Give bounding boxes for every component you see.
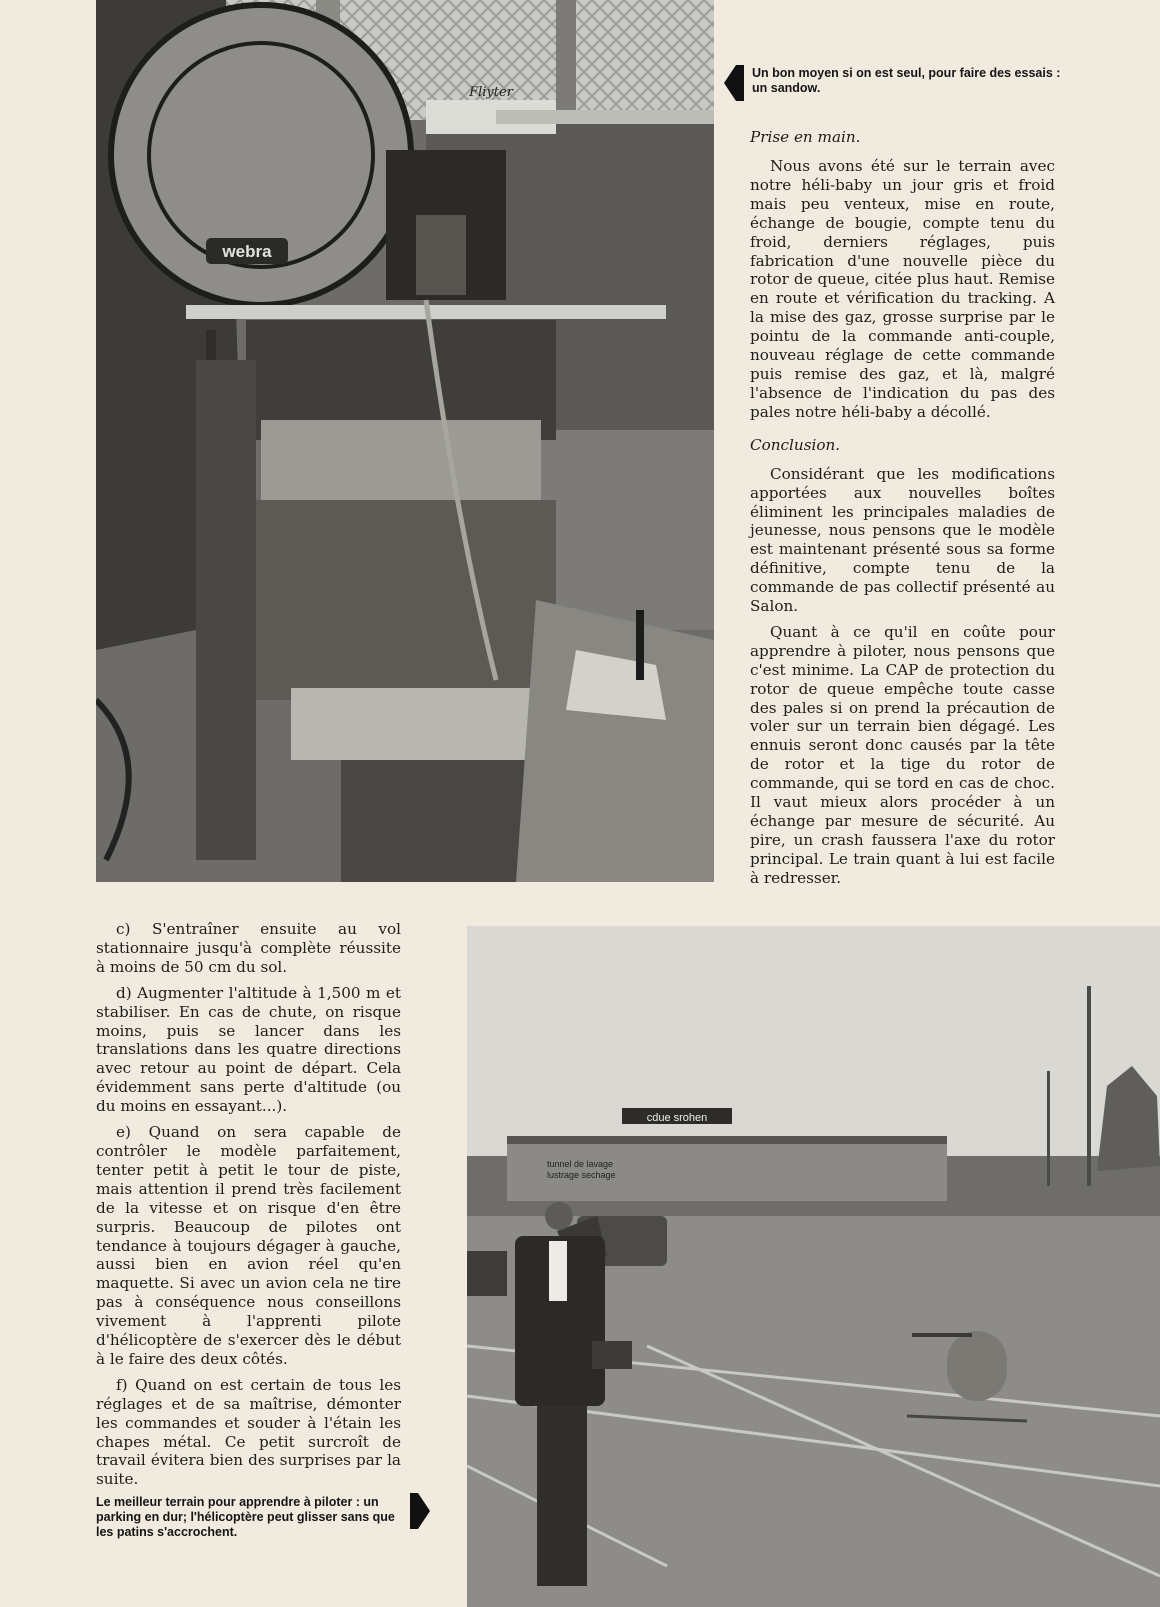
paragraph: Quant à ce qu'il en coûte pour apprendre à piloter, nous pensons que c'est minime. La CAP de protection du rotor de queue empêche toute casse des pales si on prend la précaution de voler sur un terrain bien dégagé. Les ennuis seront donc causés par la tête de rotor et la tige du rotor de commande, qui se tord en cas de choc. Il vaut mieux alors procéder à un échange par mesure de sécurité. Au pire, un crash faussera l'axe du rotor principal. Le train quant à lui est facile à redresser. (750, 622, 1055, 887)
caption-arrow-left-icon (724, 65, 744, 101)
list-item-e: e) Quand on sera capable de contrôler le modèle parfaitement, tenter petit à petit le tour de piste, mais attention il prend très facilement de la vitesse et on risque d'en être surpris. Beaucoup de pilotes ont tendance à toujours dégager à gauche, aussi bien en avion réel qu'en maquette. Si avec un avion cela ne tire pas à conséquence nous conseillons vivement à l'apprenti pilote d'hélicoptère de s'exercer dès le début à le faire des deux côtés. (96, 1123, 401, 1368)
store-sign-text: cdue srohen (646, 1112, 708, 1124)
list-item-d: d) Augmenter l'altitude à 1,500 m et stabiliser. En cas de chute, on risque moins, puis se lancer dans les translations dans les quatre directions avec retour au point de départ. Cela évidemment sans perte d'altitude (ou du moins en essayant...). (96, 983, 401, 1116)
heli-label: Fliyter (469, 85, 513, 100)
paragraph: Considérant que les modifications apportées aux nouvelles boîtes éliminent les principales maladies de jeunesse, nous pensons que le modèle est maintenant présenté sous sa forme définitive, compte tenu de la commande de pas collectif présenté au Salon. (750, 464, 1055, 616)
section-heading-conclusion: Conclusion. (750, 435, 841, 454)
top-photo (96, 0, 714, 882)
bottom-photo-caption: Le meilleur terrain pour apprendre à piloter : un parking en dur; l'hélicoptère peut glisser sans que les patins s'accrochent. (96, 1495, 395, 1539)
top-photo-caption: Un bon moyen si on est seul, pour faire des essais : un sandow. (752, 66, 1061, 95)
bottom-photo (467, 926, 1160, 1607)
right-column (750, 128, 1055, 888)
list-item-c: c) S'entraîner ensuite au vol stationnaire jusqu'à complète réussite à moins de 50 cm du sol. (96, 920, 401, 976)
section-heading-prise-en-main: Prise en main. (750, 128, 861, 146)
paragraph: Nous avons été sur le terrain avec notre héli-baby un jour gris et froid mais peu venteux, mise en route, échange de bougie, compte tenu du froid, derniers réglages, puis fabrication d'une nouvelle pièce du rotor de queue, citée plus haut. Remise en route et vérification du tracking. A la mise des gaz, grosse surprise par le pointu de la commande anti-couple, nouveau réglage de cette commande puis remise des gaz, et là, malgré l'absence de l'indication du pas des pales notre héli-baby a décollé. (750, 157, 1055, 421)
wash-sign-text: tunnel de lavage (547, 1159, 614, 1169)
engine-label: webra (222, 242, 272, 261)
wash-sign-text: lustrage sechage (547, 1170, 616, 1180)
caption-arrow-right-icon (410, 1493, 430, 1529)
left-column (96, 920, 401, 1489)
list-item-f: f) Quand on est certain de tous les réglages et de sa maîtrise, démonter les commandes et souder à l'étain les chapes métal. Ce petit surcroît de travail évitera bien des surprises par la suite. (96, 1375, 401, 1489)
